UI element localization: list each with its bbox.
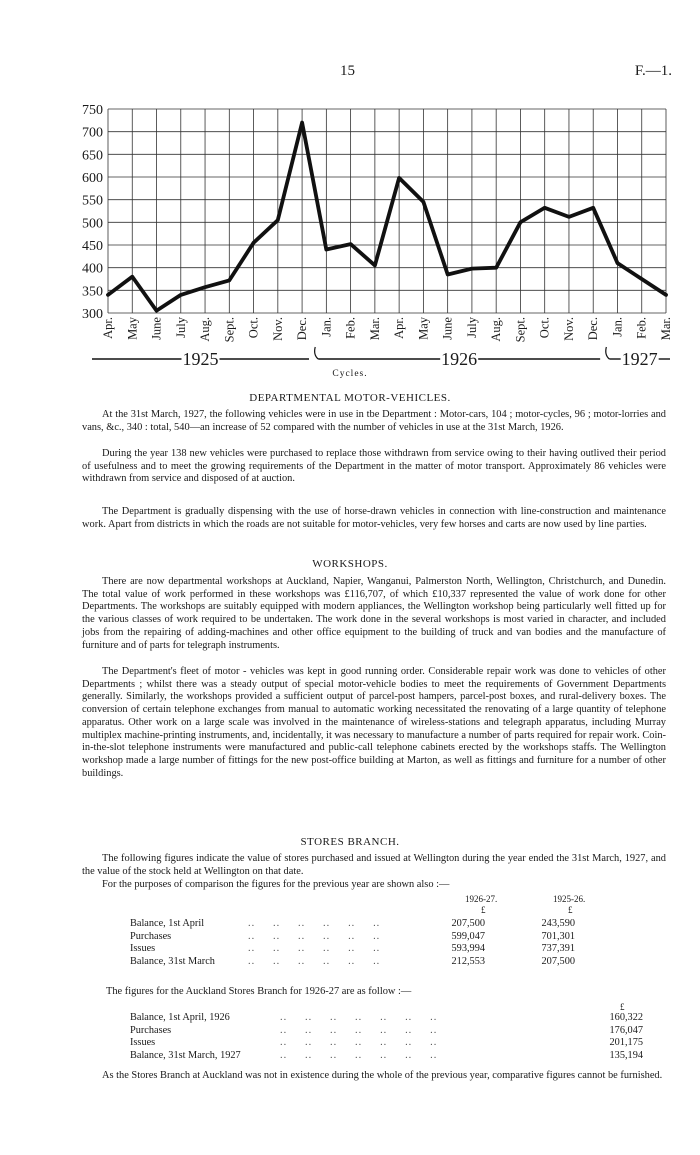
x-tick-label: June bbox=[440, 317, 455, 340]
data-point bbox=[300, 121, 303, 124]
wellington-row bbox=[130, 918, 575, 931]
year-label: 1927 bbox=[621, 349, 658, 369]
data-point bbox=[616, 262, 619, 265]
row-label: Balance, 31st March, 1927 bbox=[130, 1050, 241, 1062]
leader-dots: .. .. .. .. .. .. .. bbox=[280, 1037, 438, 1049]
motor-vehicles-heading: DEPARTMENTAL MOTOR-VEHICLES. bbox=[249, 392, 451, 404]
data-point bbox=[179, 293, 182, 296]
x-tick-label: Aug. bbox=[198, 317, 213, 342]
page-reference: F.—1. bbox=[634, 63, 672, 79]
workshops-paragraph-1: There are now departmental workshops at Auckland, Napier, Wanganui, Palmerston North, Wellington, Christchurch, and Dunedin. The total value of work performed in these workshops was £116,707, of which £10,337 represented the value of work done for other Departments. The workshops are suitably equipped with modern appliances, the Wellington workshop being particularly well fitted up for the various classes of work required to be undertaken. The work done in the several workshops is most varied in character, and included jobs from the repairing of adding-machines and other office equipment to the building of truck and van bodies and the manufacture of furniture and of parts for telegraph instruments. bbox=[82, 576, 666, 651]
x-tick-label: Dec. bbox=[586, 317, 601, 341]
data-point bbox=[373, 264, 376, 267]
wellington-row bbox=[130, 956, 575, 969]
data-point bbox=[131, 275, 134, 278]
data-point bbox=[325, 248, 328, 251]
y-tick-label: 450 bbox=[82, 239, 103, 254]
row-label: Balance, 1st April, 1926 bbox=[130, 1012, 230, 1023]
value-1925-26: 207,500 bbox=[541, 956, 575, 968]
data-point bbox=[567, 215, 570, 218]
data-point bbox=[106, 293, 109, 296]
x-tick-label: Mar. bbox=[659, 317, 673, 341]
x-tick-label: June bbox=[149, 317, 164, 340]
x-tick-label: May bbox=[416, 317, 431, 340]
y-tick-label: 300 bbox=[82, 307, 103, 322]
leader-dots: .. .. .. .. .. .. bbox=[248, 943, 381, 955]
wellington-row bbox=[130, 943, 575, 956]
row-label: Issues bbox=[130, 943, 156, 955]
value-1925-26: 243,590 bbox=[541, 918, 575, 929]
column-1926-27: 1926-27. bbox=[465, 894, 498, 904]
x-tick-label: Oct. bbox=[537, 317, 552, 339]
stores-intro-comparison: For the purposes of comparison the figures for the previous year are shown also :— bbox=[102, 879, 450, 890]
auckland-row bbox=[130, 1012, 643, 1025]
auckland-row bbox=[130, 1025, 643, 1038]
row-label: Purchases bbox=[130, 930, 172, 942]
x-tick-label: Sept. bbox=[513, 317, 528, 343]
data-point bbox=[592, 206, 595, 209]
motor-paragraph-3: The Department is gradually dispensing with the use of horse-drawn vehicles in connection with line-construction and maintenance work. Apart from districts in which the roads are not suitable for motor-vehicles, very few horses and carts are now used by line parties. bbox=[82, 506, 666, 530]
x-tick-label: Aug. bbox=[489, 317, 504, 342]
x-tick-label: Jan. bbox=[610, 317, 625, 337]
auckland-stores-table bbox=[130, 1012, 643, 1063]
value-1926-27: 593,994 bbox=[451, 943, 485, 955]
data-point bbox=[446, 273, 449, 276]
leader-dots: .. .. .. .. .. .. bbox=[248, 918, 381, 929]
value-1925-26: 737,391 bbox=[541, 943, 575, 955]
stores-heading: STORES BRANCH. bbox=[300, 836, 400, 848]
y-tick-label: 500 bbox=[82, 216, 103, 232]
data-point bbox=[155, 309, 158, 312]
x-tick-label: Sept. bbox=[222, 317, 237, 343]
page-number: 15 bbox=[340, 63, 355, 79]
x-tick-label: Mar. bbox=[367, 317, 382, 341]
auckland-row bbox=[130, 1037, 643, 1050]
stores-intro: The following figures indicate the value of stores purchased and issued at Wellington during the year ended the 31st March, 1927, and the value of the stock held at Wellington on that date. bbox=[82, 853, 666, 877]
x-tick-label: Feb. bbox=[343, 317, 358, 339]
data-point bbox=[664, 293, 667, 296]
data-point bbox=[543, 206, 546, 209]
wellington-row bbox=[130, 930, 575, 944]
data-point bbox=[276, 218, 279, 221]
series-line-cycles bbox=[108, 123, 666, 311]
workshops-paragraph-2: The Department's fleet of motor - vehicles was kept in good running order. Considerable repair work was done to vehicles of other Departments ; whilst there was a steady output of special motor-vehicle bodies to meet the requirements of Government Departments generally. Similarly, the workshops provided a sufficient output of parcel-post hampers, parcel-post boxes, and rural-delivery boxes. The conversion of certain telephone exchanges from manual to automatic working necessitated the renovating of a large quantity of telephone apparatus. Other work on a large scale was involved in the maintenance of wireless-stations and telegraph apparatus, including Murray multiplex machine-printing instruments, and, incidentally, it was necessary to manufacture a number of parts required for repair work. Coin-in-the-slot telephone instruments were manufactured and public-call telephone cabinets erected by the workshops staffs. The Wellington workshop made a large number of fittings for the new post-office building at Marton, as well as fittings and furniture for a number of other buildings. bbox=[82, 666, 666, 779]
chart-caption: Cycles. bbox=[332, 369, 368, 379]
data-point bbox=[203, 286, 206, 289]
year-bracket-curl bbox=[315, 347, 319, 359]
stores-closing: As the Stores Branch at Auckland was not in existence during the whole of the previous year, comparative figures cannot be furnished. bbox=[102, 1070, 663, 1081]
motor-paragraph-2: During the year 138 new vehicles were purchased to replace those withdrawn from service owing to their having outlived their period of usefulness and to meet the growing requirements of the Department in the matter of motor transport. Approximately 86 vehicles were withdrawn from service and disposed of at auction. bbox=[82, 448, 666, 485]
y-tick-label: 350 bbox=[82, 284, 103, 300]
value-1926-27: 176,047 bbox=[609, 1024, 643, 1036]
column-1925-26: 1925-26. bbox=[553, 894, 586, 904]
row-label: Issues bbox=[130, 1037, 156, 1049]
x-tick-label: Apr. bbox=[392, 317, 407, 339]
value-1926-27: 201,175 bbox=[609, 1037, 643, 1049]
row-label: Balance, 1st April bbox=[130, 918, 205, 929]
row-label: Purchases bbox=[130, 1024, 172, 1036]
x-tick-label: July bbox=[173, 317, 188, 338]
leader-dots: .. .. .. .. .. .. .. bbox=[280, 1012, 438, 1023]
y-tick-label: 600 bbox=[82, 171, 103, 186]
data-point bbox=[640, 277, 643, 280]
value-1926-27: 207,500 bbox=[451, 918, 485, 929]
data-point bbox=[470, 267, 473, 270]
data-point bbox=[252, 241, 255, 244]
x-tick-label: Oct. bbox=[246, 317, 261, 339]
unit-pound-1: £ bbox=[481, 905, 486, 915]
unit-pound-2: £ bbox=[568, 905, 573, 915]
year-label: 1926 bbox=[441, 349, 478, 369]
value-1925-26: 701,301 bbox=[541, 930, 575, 942]
auckland-intro: The figures for the Auckland Stores Branch for 1926-27 are as follow :— bbox=[106, 986, 412, 997]
x-tick-label: July bbox=[464, 317, 479, 338]
y-tick-label: 400 bbox=[82, 261, 103, 277]
data-point bbox=[349, 242, 352, 245]
row-label: Balance, 31st March bbox=[130, 956, 215, 968]
cycles-line-chart bbox=[0, 95, 700, 370]
data-point bbox=[398, 176, 401, 179]
wellington-stores-table bbox=[130, 918, 575, 969]
x-tick-label: Jan. bbox=[319, 317, 334, 337]
leader-dots: .. .. .. .. .. .. bbox=[248, 956, 381, 968]
y-tick-label: 700 bbox=[82, 125, 103, 141]
leader-dots: .. .. .. .. .. .. .. bbox=[280, 1050, 438, 1062]
value-1926-27: 212,553 bbox=[451, 956, 485, 968]
data-point bbox=[495, 266, 498, 269]
workshops-heading: WORKSHOPS. bbox=[312, 558, 388, 570]
x-tick-label: May bbox=[125, 317, 140, 340]
y-tick-label: 650 bbox=[82, 148, 103, 164]
leader-dots: .. .. .. .. .. .. bbox=[248, 930, 381, 942]
x-tick-label: Feb. bbox=[634, 317, 649, 339]
auckland-row bbox=[130, 1050, 643, 1063]
x-tick-label: Dec. bbox=[295, 317, 310, 341]
unit-pound-3: £ bbox=[620, 1002, 625, 1012]
data-point bbox=[519, 221, 522, 224]
year-bracket-curl bbox=[606, 347, 610, 359]
y-tick-label: 750 bbox=[82, 103, 103, 118]
x-tick-label: Apr. bbox=[101, 317, 115, 339]
value-1926-27: 599,047 bbox=[451, 930, 485, 942]
value-1926-27: 160,322 bbox=[609, 1012, 643, 1023]
x-tick-label: Nov. bbox=[270, 317, 285, 341]
data-point bbox=[422, 200, 425, 203]
leader-dots: .. .. .. .. .. .. .. bbox=[280, 1024, 438, 1036]
x-tick-label: Nov. bbox=[561, 317, 576, 341]
motor-paragraph-1: At the 31st March, 1927, the following vehicles were in use in tbe Department : Motor-cars, 104 ; motor-cycles, 96 ; motor-lorries and vans, &c., 340 : total, 540—an increase of 52 compared with the number of vehicles in use at the 31st March, 1926. bbox=[82, 409, 666, 433]
y-tick-label: 550 bbox=[82, 193, 103, 209]
year-label: 1925 bbox=[182, 349, 219, 369]
data-point bbox=[228, 279, 231, 282]
value-1926-27: 135,194 bbox=[609, 1050, 643, 1062]
